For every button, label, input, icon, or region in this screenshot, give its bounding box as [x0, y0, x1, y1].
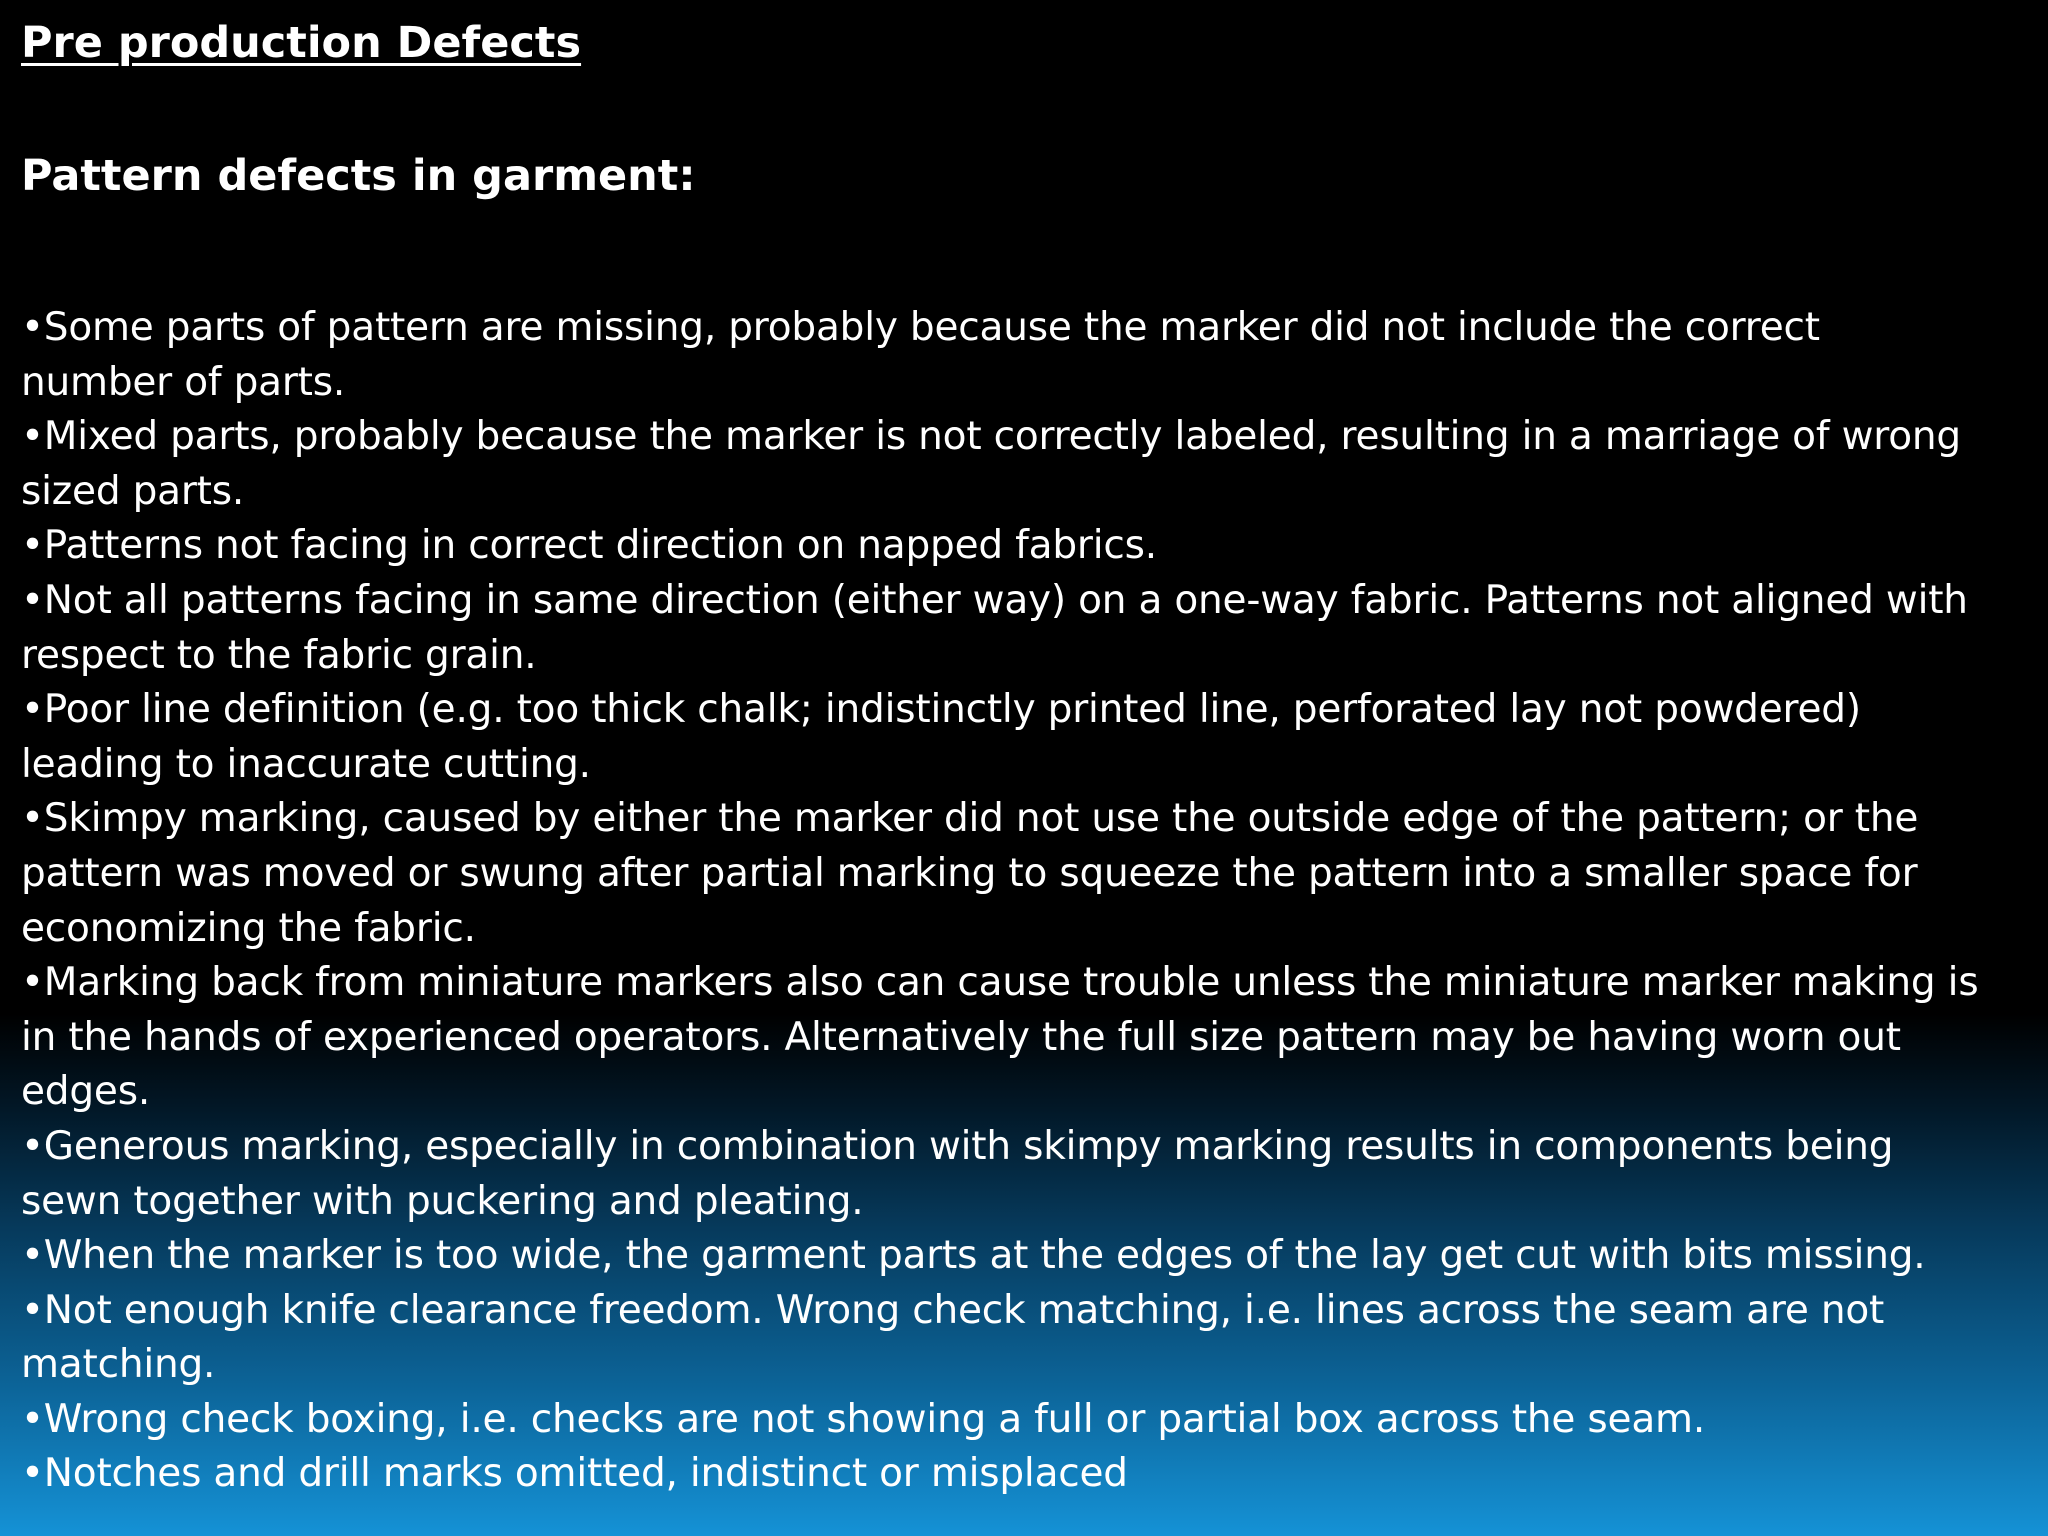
bullet-item: •Notches and drill marks omitted, indistinct or misplaced	[21, 1451, 1128, 1497]
slide-subtitle: Pattern defects in garment:	[21, 151, 696, 201]
bullet-item: •Patterns not facing in correct direction on napped fabrics.	[21, 523, 1157, 569]
bullet-item: •Not enough knife clearance freedom. Wrong check matching, i.e. lines across the seam are not matching.	[21, 1287, 1885, 1388]
slide-title: Pre production Defects	[21, 18, 582, 68]
bullet-item: •Generous marking, especially in combination with skimpy marking results in components being sewn together with puckering and pleating.	[21, 1123, 1894, 1224]
bullet-item: •Not all patterns facing in same direction (either way) on a one-way fabric. Patterns not aligned with respect to the fabric grain.	[21, 577, 1968, 678]
bullet-item: •When the marker is too wide, the garment parts at the edges of the lay get cut with bits missing.	[21, 1233, 1926, 1279]
bullet-item: •Poor line definition (e.g. too thick chalk; indistinctly printed line, perforated lay not powdered) leading to inaccurate cutting.	[21, 687, 1861, 787]
bullet-item: •Wrong check boxing, i.e. checks are not showing a full or partial box across the seam.	[21, 1396, 1706, 1442]
bullet-item: •Some parts of pattern are missing, probably because the marker did not include the correct number of parts.	[21, 305, 1820, 405]
bullet-item: •Skimpy marking, caused by either the marker did not use the outside edge of the pattern; or the pattern was moved or swung after partial marking to squeeze the pattern into a smaller space for economizing the fabric.	[21, 796, 1919, 951]
bullet-item: •Mixed parts, probably because the marker is not correctly labeled, resulting in a marriage of wrong sized parts.	[21, 414, 1961, 514]
bullet-list	[21, 301, 1981, 1502]
bullet-item: •Marking back from miniature markers also can cause trouble unless the miniature marker making is in the hands of experienced operators. Alternatively the full size pattern may be having worn out edges.	[21, 960, 1979, 1115]
